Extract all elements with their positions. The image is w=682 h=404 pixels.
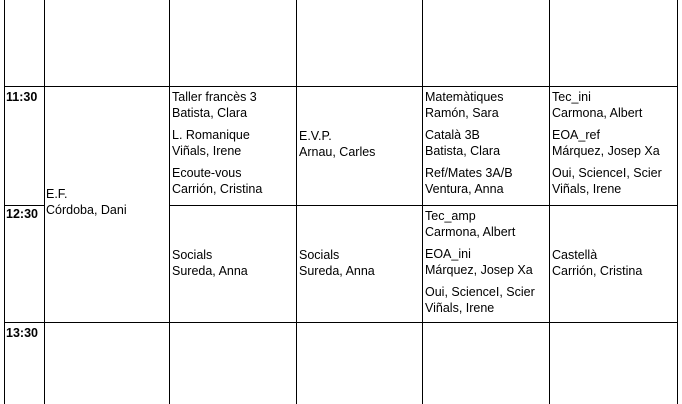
teacher: Arnau, Carles — [299, 145, 376, 159]
subject: Castellà — [552, 248, 598, 262]
subject: Ref/Mates 3A/B — [425, 166, 513, 180]
subject: E.V.P. — [299, 129, 332, 143]
class-entry[interactable] — [425, 127, 548, 159]
subject: Oui, ScienceI, Scier — [425, 285, 535, 299]
subject: EOA_ini — [425, 247, 471, 261]
class-entry[interactable] — [172, 127, 296, 159]
teacher: Viñals, Irene — [172, 144, 242, 158]
class-entry[interactable] — [46, 186, 168, 218]
class-entry[interactable] — [299, 247, 421, 279]
class-entry[interactable] — [552, 127, 676, 159]
grid-line — [677, 0, 678, 404]
grid-line — [4, 322, 678, 323]
class-entry[interactable] — [552, 89, 676, 121]
class-slot-tuesday-1130 — [172, 89, 296, 203]
teacher: Sureda, Anna — [172, 264, 248, 278]
time-label-1330: 13:30 — [6, 326, 38, 340]
subject: Ecoute-vous — [172, 166, 242, 180]
subject: Matemàtiques — [425, 90, 504, 104]
grid-line — [169, 0, 170, 404]
teacher: Batista, Clara — [172, 106, 248, 120]
subject: Tec_amp — [425, 209, 476, 223]
grid-line — [169, 205, 678, 206]
class-entry[interactable] — [425, 246, 548, 278]
subject: Taller francès 3 — [172, 90, 257, 104]
subject: E.F. — [46, 187, 68, 201]
subject: Socials — [299, 248, 340, 262]
teacher: Carrión, Cristina — [172, 182, 263, 196]
class-entry[interactable] — [425, 284, 548, 316]
time-label-1230: 12:30 — [6, 207, 38, 221]
teacher: Batista, Clara — [425, 144, 501, 158]
class-slot-friday-1130 — [552, 89, 676, 203]
teacher: Sureda, Anna — [299, 264, 375, 278]
teacher: Ramón, Sara — [425, 106, 499, 120]
class-entry[interactable] — [552, 247, 676, 279]
grid-line — [296, 0, 297, 404]
teacher: Carmona, Albert — [425, 225, 516, 239]
teacher: Viñals, Irene — [552, 182, 622, 196]
class-entry[interactable] — [172, 165, 296, 197]
class-entry[interactable] — [172, 247, 296, 279]
teacher: Márquez, Josep Xa — [425, 263, 533, 277]
teacher: Carrión, Cristina — [552, 264, 643, 278]
class-entry[interactable] — [552, 165, 676, 197]
subject: Socials — [172, 248, 213, 262]
class-slot-thursday-1230 — [425, 208, 548, 322]
subject: EOA_ref — [552, 128, 600, 142]
grid-line — [422, 0, 423, 404]
class-entry[interactable] — [425, 165, 548, 197]
grid-line — [4, 86, 678, 87]
teacher: Ventura, Anna — [425, 182, 504, 196]
class-entry[interactable] — [172, 89, 296, 121]
class-entry[interactable] — [425, 89, 548, 121]
teacher: Carmona, Albert — [552, 106, 643, 120]
grid-line — [549, 0, 550, 404]
teacher: Córdoba, Dani — [46, 203, 127, 217]
grid-line — [4, 0, 5, 404]
subject: L. Romanique — [172, 128, 250, 142]
grid-line — [44, 0, 45, 404]
subject: Oui, ScienceI, Scier — [552, 166, 662, 180]
time-label-1130: 11:30 — [6, 90, 38, 104]
teacher: Márquez, Josep Xa — [552, 144, 660, 158]
teacher: Viñals, Irene — [425, 301, 495, 315]
class-slot-thursday-1130 — [425, 89, 548, 203]
grid-line — [4, 205, 44, 206]
class-entry[interactable] — [299, 128, 421, 160]
subject: Català 3B — [425, 128, 480, 142]
subject: Tec_ini — [552, 90, 591, 104]
class-entry[interactable] — [425, 208, 548, 240]
